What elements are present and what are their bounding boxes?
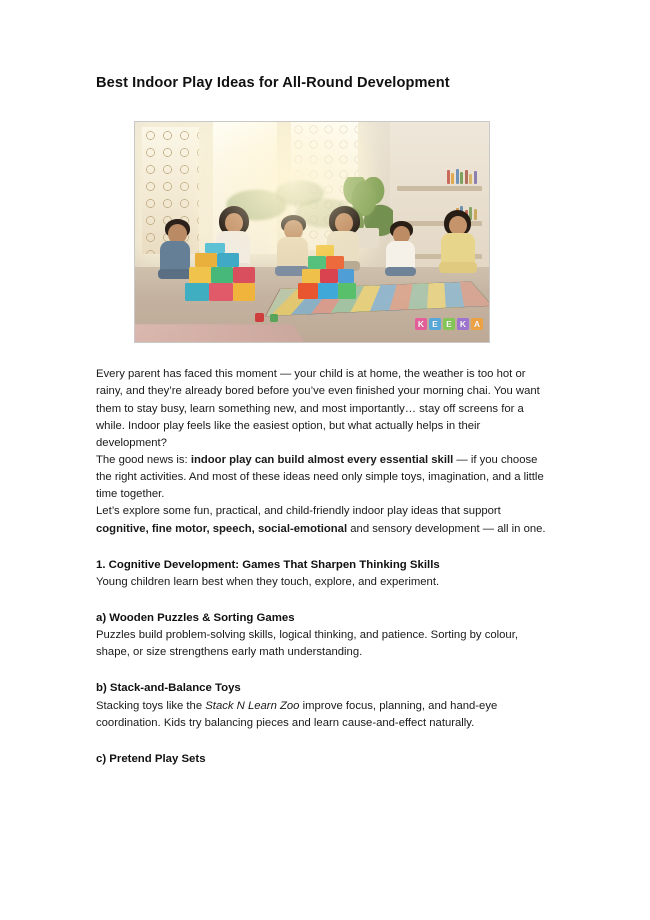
floor-toy-green — [270, 314, 278, 322]
subsection-heading-b: b) Stack-and-Balance Toys — [96, 682, 241, 695]
text-run: improve focus, planning, and hand-eye coordination. Kids try balancing pieces and learn cause-and-effect naturally. — [96, 699, 498, 729]
watermark-letter: K — [415, 318, 427, 330]
page-title: Best Indoor Play Ideas for All-Round Development — [96, 75, 450, 91]
hero-image — [134, 121, 490, 343]
watermark-letter: K — [457, 318, 469, 330]
watermark-letter: A — [471, 318, 483, 330]
section-1-intro: Young children learn best when they touch, explore, and experiment. — [96, 575, 440, 588]
watermark-letter: E — [429, 318, 441, 330]
text-run: Let’s explore some fun, practical, and child-friendly indoor play ideas that support — [96, 505, 501, 518]
shelf-top — [397, 186, 482, 191]
paragraph-explore — [96, 503, 554, 537]
keeka-watermark — [415, 318, 483, 330]
text-run: cognitive, fine motor, speech, social-emotional — [96, 522, 348, 535]
child-figure-5 — [383, 221, 425, 289]
subsection-heading-c: c) Pretend Play Sets — [96, 752, 206, 765]
subsection-body-a — [96, 627, 554, 661]
text-run: Puzzles build problem-solving skills, logical thinking, and patience. Sorting by colour, shape, or size strengthens early math understanding. — [96, 629, 518, 659]
subsection-heading-a: a) Wooden Puzzles & Sorting Games — [96, 612, 295, 625]
block-structure-center — [298, 245, 358, 301]
playroom-illustration — [135, 122, 489, 342]
watermark-letter: E — [443, 318, 455, 330]
text-run: Every parent has faced this moment — your child is at home, the weather is too hot or rainy, and they’re already bored before you’ve even finished your morning chai. You want them to stay busy, learn something new, and most importantly… stay off screens for a while. Indoor play feels like the easiest option, but what actually helps in their development? — [96, 368, 540, 449]
child-figure-6 — [439, 210, 485, 284]
block-structure-left — [185, 243, 257, 305]
paragraph-good-news — [96, 452, 554, 503]
text-run: The good news is: — [96, 454, 191, 467]
text-run: Stacking toys like the — [96, 699, 206, 712]
subsection-body-b — [96, 698, 554, 732]
floor-rug — [135, 324, 305, 342]
text-run: and sensory development — all in one. — [347, 522, 546, 535]
text-run: Stack N Learn Zoo — [205, 699, 300, 712]
section-heading-1: 1. Cognitive Development: Games That Sharpen Thinking Skills — [96, 558, 440, 571]
paragraph-intro — [96, 366, 554, 452]
text-run: — if you choose the right activities. And most of these ideas need only simple toys, imagination, and a little time together. — [96, 454, 544, 501]
text-run: indoor play can build almost every essential skill — [190, 454, 454, 467]
document-content — [96, 74, 554, 768]
books-row-top — [447, 168, 477, 184]
floor-toy-red — [255, 313, 264, 322]
